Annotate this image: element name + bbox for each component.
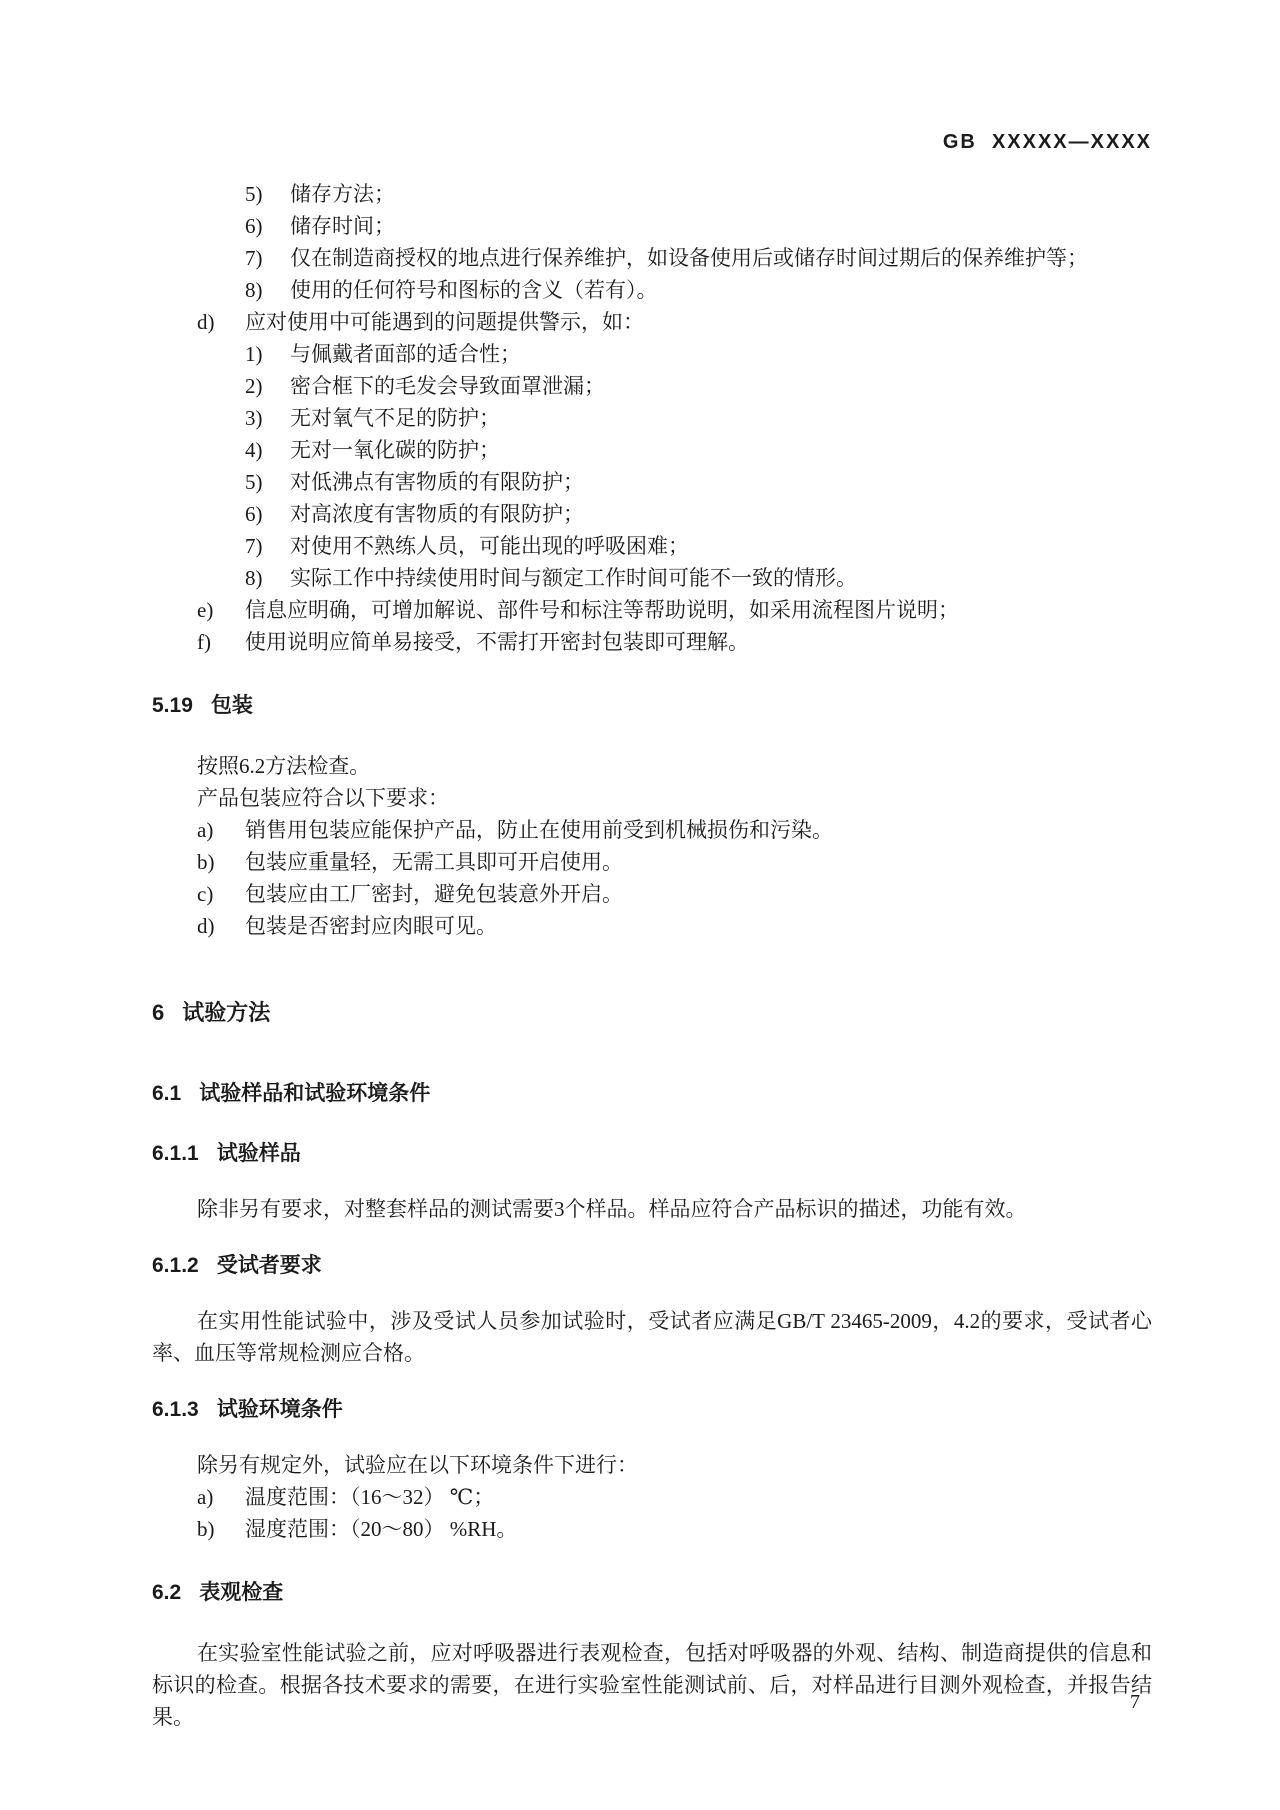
list-item-label: a) xyxy=(197,818,214,842)
list-item-label: e) xyxy=(197,598,214,622)
list-item-text: 密合框下的毛发会导致面罩泄漏； xyxy=(290,374,605,398)
list-item-label: 3) xyxy=(245,406,263,430)
section-number: 5.19 xyxy=(152,694,193,717)
list-item-text: 实际工作中持续使用时间与额定工作时间可能不一致的情形。 xyxy=(290,566,857,590)
document-body xyxy=(152,178,1152,1733)
list-item-text: 湿度范围：（20～80） %RH。 xyxy=(245,1517,518,1541)
section-heading xyxy=(152,1078,1152,1110)
list-item-text: 信息应明确，可增加解说、部件号和标注等帮助说明，如采用流程图片说明； xyxy=(245,598,959,622)
list-item xyxy=(152,1513,1152,1545)
section-title: 受试者要求 xyxy=(216,1254,322,1277)
list-item-label: d) xyxy=(197,914,215,938)
list-item-text: 应对使用中可能遇到的问题提供警示，如： xyxy=(245,310,644,334)
list-item-label: 1) xyxy=(245,342,263,366)
list-item-text: 包装是否密封应肉眼可见。 xyxy=(245,914,497,938)
list-item-text: 对低沸点有害物质的有限防护； xyxy=(290,470,584,494)
list-item-text: 销售用包装应能保护产品，防止在使用前受到机械损伤和污染。 xyxy=(245,818,833,842)
list-item xyxy=(152,242,1152,274)
paragraph: 产品包装应符合以下要求： xyxy=(197,786,449,810)
page-header xyxy=(152,130,1152,154)
list-item xyxy=(152,1481,1152,1513)
list-item xyxy=(152,530,1152,562)
list-item xyxy=(152,210,1152,242)
list-item-text: 对使用不熟练人员，可能出现的呼吸困难； xyxy=(290,534,689,558)
list-item-label: 7) xyxy=(245,534,263,558)
list-item-text: 包装应由工厂密封，避免包装意外开启。 xyxy=(245,882,623,906)
section-title: 包装 xyxy=(210,694,253,717)
list-item-label: b) xyxy=(197,1517,215,1541)
list-item-label: c) xyxy=(197,882,214,906)
list-item-text: 包装应重量轻，无需工具即可开启使用。 xyxy=(245,850,623,874)
section-title: 试验方法 xyxy=(182,1000,271,1025)
section-title: 试验环境条件 xyxy=(216,1398,343,1421)
list-item-label: 2) xyxy=(245,374,263,398)
list-item-text: 温度范围：（16～32） ℃； xyxy=(245,1485,495,1509)
list-item xyxy=(152,178,1152,210)
section-heading xyxy=(152,1394,1152,1426)
paragraph: 按照6.2方法检查。 xyxy=(197,754,371,778)
section-number: 6.1.3 xyxy=(152,1398,199,1421)
list-item-label: d) xyxy=(197,310,215,334)
list-item xyxy=(152,434,1152,466)
list-item-label: 6) xyxy=(245,502,263,526)
list-item xyxy=(152,814,1152,846)
paragraph: 除非另有要求，对整套样品的测试需要3个样品。样品应符合产品标识的描述，功能有效。 xyxy=(197,1197,1027,1221)
list-item xyxy=(152,594,1152,626)
list-item-label: 7) xyxy=(245,246,263,270)
list-item-label: 8) xyxy=(245,278,263,302)
list-item-text: 使用的任何符号和图标的含义（若有）。 xyxy=(290,278,658,302)
section-number: 6.1.2 xyxy=(152,1254,199,1277)
paragraph: 在实用性能试验中，涉及受试人员参加试验时，受试者应满足GB/T 23465-2009，4.2的要求，受试者心率、血压等常规检测应合格。 xyxy=(152,1309,1152,1365)
page-number: 7 xyxy=(1130,1691,1140,1713)
section-heading xyxy=(152,1577,1152,1609)
list-item-label: 5) xyxy=(245,470,263,494)
list-item-label: b) xyxy=(197,850,215,874)
list-item-label: 5) xyxy=(245,182,263,206)
section-number: 6.1.1 xyxy=(152,1142,199,1165)
list-item xyxy=(152,274,1152,306)
section-title: 试验样品 xyxy=(216,1142,301,1165)
section-number: 6.1 xyxy=(152,1082,182,1105)
list-item-label: 8) xyxy=(245,566,263,590)
list-item-label: f) xyxy=(197,630,211,654)
list-item xyxy=(152,562,1152,594)
list-item xyxy=(152,846,1152,878)
list-item-label: 4) xyxy=(245,438,263,462)
section-number: 6.2 xyxy=(152,1581,182,1604)
paragraph: 除另有规定外，试验应在以下环境条件下进行： xyxy=(197,1453,638,1477)
section-title: 试验样品和试验环境条件 xyxy=(199,1082,431,1105)
list-item xyxy=(152,466,1152,498)
list-item-text: 对高浓度有害物质的有限防护； xyxy=(290,502,584,526)
list-item-text: 储存方法； xyxy=(290,182,395,206)
list-item xyxy=(152,338,1152,370)
list-item xyxy=(152,498,1152,530)
list-item xyxy=(152,402,1152,434)
section-heading xyxy=(152,1250,1152,1282)
list-item-text: 与佩戴者面部的适合性； xyxy=(290,342,521,366)
section-heading xyxy=(152,690,1152,722)
list-item-text: 储存时间； xyxy=(290,214,395,238)
list-item-text: 无对氧气不足的防护； xyxy=(290,406,500,430)
section-number: 6 xyxy=(152,1000,165,1025)
list-item xyxy=(152,626,1152,658)
paragraph: 在实验室性能试验之前，应对呼吸器进行表观检查，包括对呼吸器的外观、结构、制造商提供的信息和标识的检查。根据各技术要求的需要，在进行实验室性能测试前、后，对样品进行目测外观检查，并报告结果。 xyxy=(152,1641,1152,1729)
doc-code: GB XXXXX—XXXX xyxy=(942,131,1152,153)
list-item xyxy=(152,878,1152,910)
list-item xyxy=(152,370,1152,402)
list-item-label: a) xyxy=(197,1485,214,1509)
list-item xyxy=(152,306,1152,338)
list-item-text: 使用说明应简单易接受，不需打开密封包装即可理解。 xyxy=(245,630,749,654)
section-title: 表观检查 xyxy=(199,1581,284,1604)
list-item-label: 6) xyxy=(245,214,263,238)
section-heading xyxy=(152,996,1152,1030)
list-item-text: 仅在制造商授权的地点进行保养维护，如设备使用后或储存时间过期后的保养维护等； xyxy=(290,246,1088,270)
list-item-text: 无对一氧化碳的防护； xyxy=(290,438,500,462)
section-heading xyxy=(152,1138,1152,1170)
list-item xyxy=(152,910,1152,942)
